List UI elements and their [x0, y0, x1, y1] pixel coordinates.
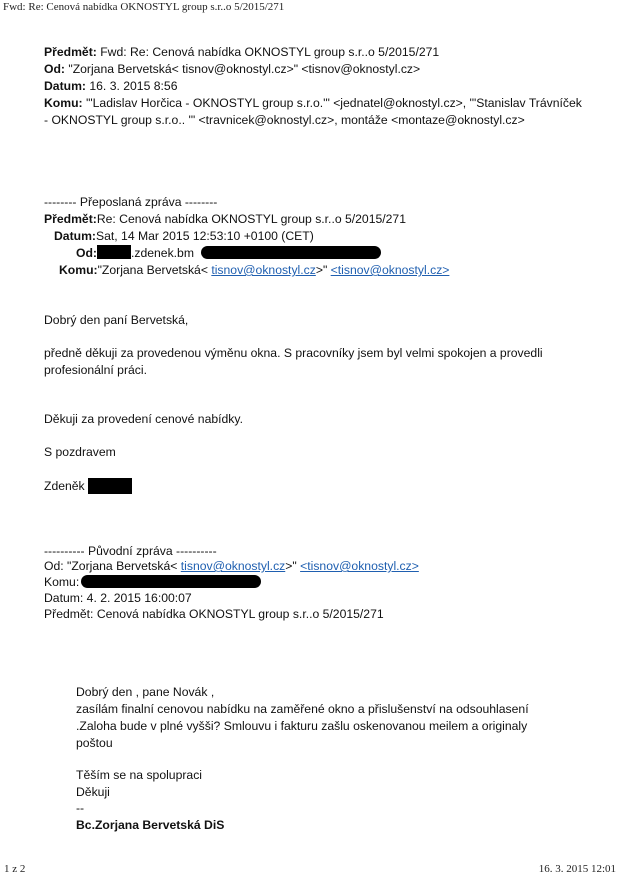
- original-line1: zasílám finalní cenovou nabídku na zaměřené okno a přislušenství na odsouhlasení: [76, 702, 529, 716]
- body-para2: Děkuji za provedení cenové nabídky.: [44, 412, 243, 426]
- original-signature: Bc.Zorjana Bervetská DiS: [76, 818, 225, 832]
- original-from: [44, 558, 419, 574]
- orig-from-prefix: "Zorjana Bervetská<: [67, 559, 181, 573]
- header-to-continued: - OKNOSTYL group s.r.o.. '" <travnicek@oknostyl.cz>, montáže <montaze@oknostyl.cz>: [44, 113, 525, 127]
- orig-from-label: Od:: [44, 559, 68, 573]
- subject-label: Předmět:: [44, 45, 97, 59]
- fwd-to-mid: >": [315, 263, 331, 277]
- fwd-to-label: Komu:: [59, 263, 98, 277]
- fwd-from-value: .zdenek.bm: [130, 246, 194, 260]
- fwd-date-label: Datum:: [54, 229, 96, 243]
- page-number: 1 z 2: [4, 863, 26, 875]
- date-label: Datum:: [44, 79, 86, 93]
- from-label: Od:: [44, 62, 65, 76]
- body-para1-line2: profesionální práci.: [44, 363, 147, 377]
- header-subject: [44, 44, 439, 60]
- fwd-subject-value: Re: Cenová nabídka OKNOSTYL group s.r..o 5/2015/271: [96, 212, 406, 226]
- header-to: [44, 95, 582, 111]
- fwd-to-link-1[interactable]: tisnov@oknostyl.cz: [211, 263, 316, 277]
- original-line6: --: [76, 801, 85, 815]
- forwarded-date: [54, 228, 314, 244]
- forwarded-separator: -------- Přeposlaná zpráva --------: [44, 195, 218, 209]
- from-value: "Zorjana Bervetská< tisnov@oknostyl.cz>" <tisnov@oknostyl.cz>: [64, 62, 421, 76]
- original-line2: .Zaloha bude v plné vyšši? Smlouvu i fakturu zašlu oskenovanou meilem a originaly: [76, 719, 528, 733]
- fwd-from-label: Od:: [76, 246, 97, 260]
- forwarded-subject: [44, 211, 406, 227]
- original-separator: ---------- Původní zpráva ----------: [44, 544, 217, 558]
- redaction-box: [97, 245, 131, 259]
- redaction-box: [88, 478, 132, 494]
- fwd-to-link-2[interactable]: <tisnov@oknostyl.cz>: [330, 263, 450, 277]
- redaction-blot: [201, 246, 381, 259]
- print-header-title: Fwd: Re: Cenová nabídka OKNOSTYL group s.r..o 5/2015/271: [3, 1, 285, 13]
- body-closing: S pozdravem: [44, 445, 116, 459]
- forwarded-from: [76, 245, 381, 261]
- body-para1-line1: předně děkuji za provedenou výměnu okna. S pracovníky jsem byl velmi spokojen a provedli: [44, 346, 543, 360]
- original-to: [44, 574, 261, 590]
- forwarded-to: [59, 262, 449, 278]
- orig-to-label: Komu:: [44, 575, 80, 589]
- original-line3: poštou: [76, 736, 113, 750]
- orig-from-mid: >": [285, 559, 301, 573]
- original-greeting: Dobrý den , pane Novák ,: [76, 685, 215, 699]
- body-greeting: Dobrý den paní Bervetská,: [44, 313, 189, 327]
- header-from: [44, 61, 420, 77]
- body-signature: [44, 478, 132, 494]
- print-timestamp: 16. 3. 2015 12:01: [538, 863, 616, 875]
- fwd-date-value: Sat, 14 Mar 2015 12:53:10 +0100 (CET): [95, 229, 314, 243]
- orig-from-link-2[interactable]: <tisnov@oknostyl.cz>: [300, 559, 419, 573]
- orig-from-link-1[interactable]: tisnov@oknostyl.cz: [180, 559, 286, 573]
- signature-name: Zdeněk: [44, 479, 85, 493]
- fwd-to-prefix: "Zorjana Bervetská<: [97, 263, 212, 277]
- fwd-subject-label: Předmět:: [44, 212, 97, 226]
- date-value: 16. 3. 2015 8:56: [85, 79, 178, 93]
- to-label: Komu:: [44, 96, 83, 110]
- redaction-blot: [81, 575, 261, 588]
- to-value-line1: '"Ladislav Horčica - OKNOSTYL group s.r.o.'" <jednatel@oknostyl.cz>, '"Stanislav Trávníček: [82, 96, 582, 110]
- original-subject: Předmět: Cenová nabídka OKNOSTYL group s.r..o 5/2015/271: [44, 607, 384, 621]
- original-line4: Těším se na spolupraci: [76, 768, 202, 782]
- header-date: [44, 78, 177, 94]
- subject-value: Fwd: Re: Cenová nabídka OKNOSTYL group s.r..o 5/2015/271: [96, 45, 440, 59]
- original-line5: Děkuji: [76, 785, 110, 799]
- original-date: Datum: 4. 2. 2015 16:00:07: [44, 591, 192, 605]
